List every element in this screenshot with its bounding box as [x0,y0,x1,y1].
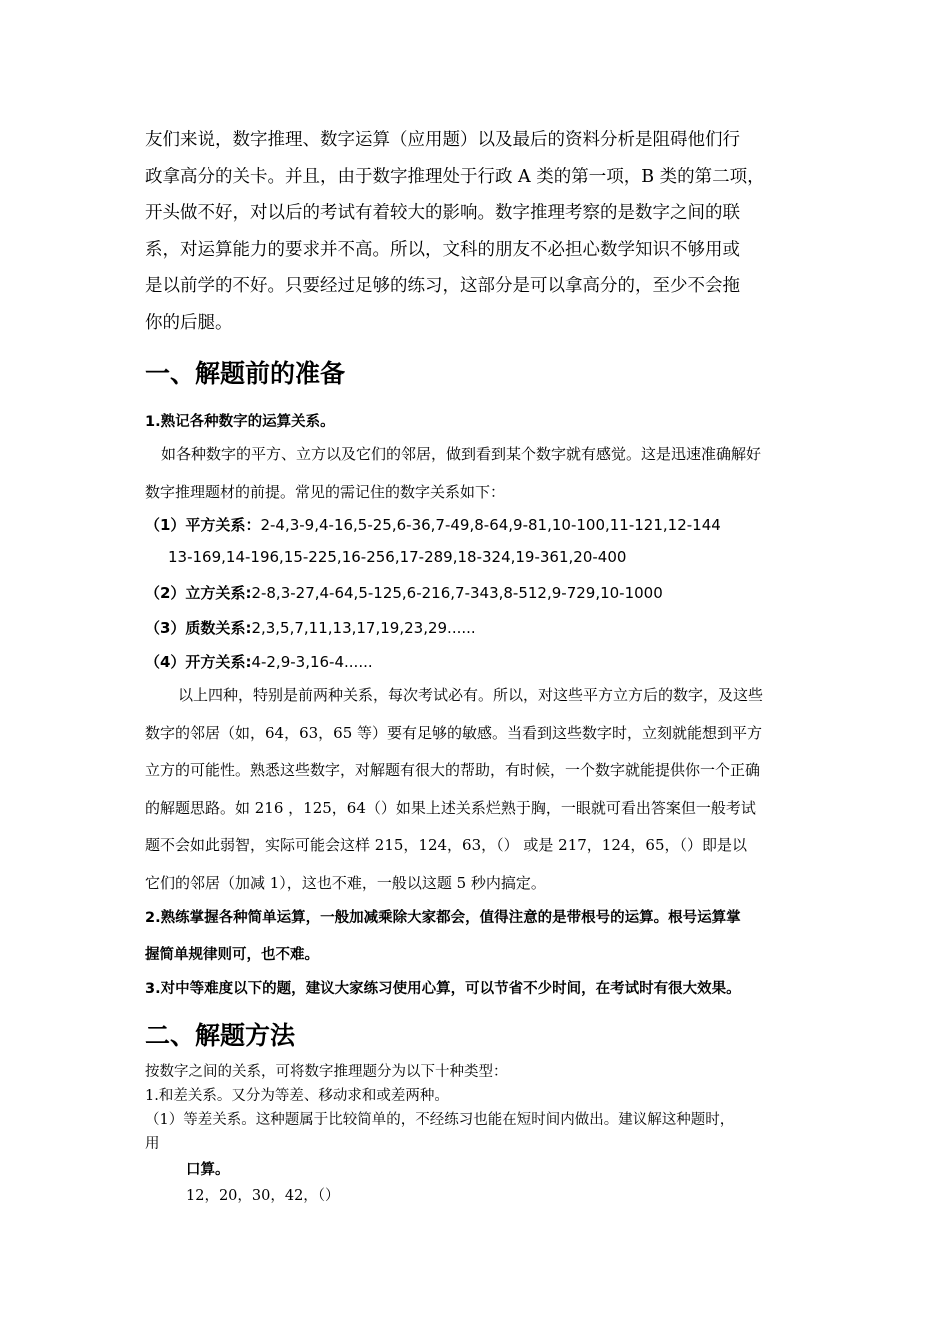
relation-label: （1）平方关系： [145,516,261,534]
explain-paragraph [145,677,763,903]
mental-math-label: 口算。 [186,1161,230,1178]
relation-values: 2,3,5,7,11,13,17,19,23,29...... [251,619,476,637]
relation-root [145,651,373,672]
relation-values: 13-169,14-196,15-225,16-256,17-289,18-324,19-361,20-400 [168,548,627,566]
intro-line: 开头做不好，对以后的考试有着较大的影响。数字推理考察的是数字之间的联 [145,203,740,223]
section2-heading: 二、解题方法 [145,1021,296,1050]
relation-values: 2-4,3-9,4-16,5-25,6-36,7-49,8-64,9-81,10-100,11-121,12-144 [260,516,721,534]
intro-line: 政拿高分的关卡。并且，由于数字推理处于行政 A 类的第一项，B 类的第二项， [145,166,765,187]
relation-label: （4）开方关系: [145,653,252,671]
section2-line: 用 [145,1136,160,1152]
section2-line: 按数字之间的关系，可将数字推理题分为以下十种类型： [145,1064,508,1080]
section2-line: 1.和差关系。又分为等差、移动求和或差两种。 [145,1088,449,1104]
relation-cube [145,582,663,603]
item1-line: 如各种数字的平方、立方以及它们的邻居，做到看到某个数字就有感觉。这是迅速准确解好 [161,445,762,463]
explain-line: 数字的邻居（如，64，63，65 等）要有足够的敏感。当看到这些数字时，立刻就能想到平方 [145,723,763,742]
item1-paragraph [145,436,761,511]
item2-paragraph [145,900,741,974]
explain-line: 它们的邻居（加减 1），这也不难，一般以这题 5 秒内搞定。 [145,873,546,892]
intro-line: 系，对运算能力的要求并不高。所以，文科的朋友不必担心数学知识不够用或 [145,239,740,260]
relation-values: 2-8,3-27,4-64,5-125,6-216,7-343,8-512,9-729,10-1000 [251,584,663,602]
intro-line: 是以前学的不好。只要经过足够的练习，这部分是可以拿高分的，至少不会拖 [145,276,740,296]
relation-square-continued [168,548,626,566]
intro-line: 你的后腿。 [145,312,233,333]
relation-prime [145,617,476,638]
relation-square [145,514,721,535]
item2-line: 握简单规律则可，也不难。 [145,947,319,963]
section1-heading: 一、解题前的准备 [145,359,346,388]
relation-label: （2）立方关系: [145,584,252,602]
explain-line: 立方的可能性。熟悉这些数字，对解题有很大的帮助，有时候，一个数字就能提供你一个正确 [145,761,761,780]
explain-line: 以上四种，特别是前两种关系，每次考试必有。所以，对这些平方立方后的数字，及这些 [178,686,764,704]
example-sequence: 12，20，30，42，（） [186,1188,340,1204]
explain-line: 的解题思路。如 216 ，125，64（）如果上述关系烂熟于胸，一眼就可看出答案但一般考试 [145,798,756,817]
item3-paragraph: 3.对中等难度以下的题，建议大家练习使用心算，可以节省不少时间，在考试时有很大效果。 [145,981,741,997]
intro-paragraph [145,122,765,341]
section2-paragraph [145,1060,734,1156]
item2-line: 2.熟练掌握各种简单运算，一般加减乘除大家都会，值得注意的是带根号的运算。根号运算掌 [145,910,741,926]
intro-line: 友们来说，数字推理、数字运算（应用题）以及最后的资料分析是阻碍他们行 [145,130,740,150]
item1-line: 数字推理题材的前提。常见的需记住的数字关系如下： [145,482,506,501]
explain-line: 题不会如此弱智，实际可能会这样 215，124，63，（） 或是 217，124，65，（）即是以 [145,836,748,855]
item1-title: 1.熟记各种数字的运算关系。 [145,414,335,430]
relation-values: 4-2,9-3,16-4...... [251,653,373,671]
relation-label: （3）质数关系: [145,619,252,637]
section2-line: （1）等差关系。这种题属于比较简单的，不经练习也能在短时间内做出。建议解这种题时， [145,1112,735,1128]
